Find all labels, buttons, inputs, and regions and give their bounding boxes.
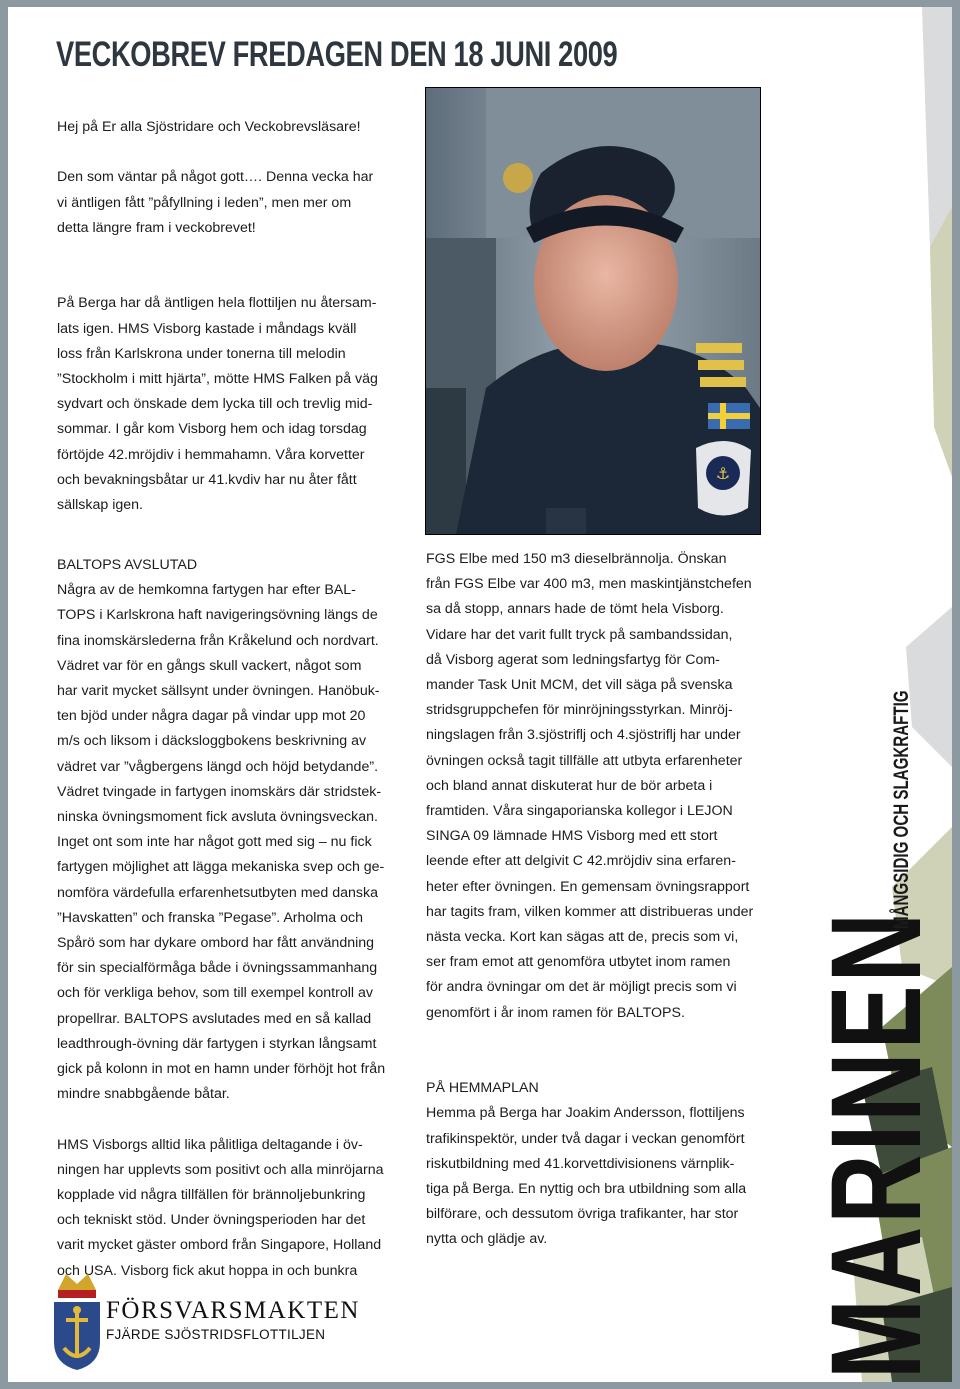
intro-text — [57, 115, 378, 518]
left_column-line: fartygen möjlighet att lägga mekaniska svep och ge- — [57, 859, 385, 876]
intro-line: Hej på Er alla Sjöstridare och Veckobrevsläsare! — [57, 119, 361, 135]
right_column-line: stridsgruppchefen för minröjningsstyrkan. Minröj- — [426, 702, 733, 719]
right_column-line: heter efter övningen. En gemensam övningsrapport — [426, 878, 750, 895]
right_column-line: PÅ HEMMAPLAN — [426, 1080, 539, 1097]
left_column-line: mindre snabbgående båtar. — [57, 1086, 230, 1103]
right_column-line: sa då stopp, annars hade de tömt hela Visborg. — [426, 601, 724, 618]
right_column-line — [426, 1051, 753, 1076]
officer-portrait-image — [426, 88, 760, 534]
right_column-line: från FGS Elbe var 400 m3, men maskintjänstchefen — [426, 576, 752, 593]
right_column-line: ningslagen från 3.sjöstriflj och 4.sjöstriflj har under — [426, 727, 741, 744]
left_column-line: ningen har upplevts som positivt och alla minröjarna — [57, 1161, 384, 1178]
right_column-line: trafikinspektör, under två dagar i veckan genomfört — [426, 1130, 745, 1147]
left_column-line: och för verkliga behov, som till exempel kontroll av — [57, 985, 373, 1002]
brand-slogan: MÅNGSIDIG OCH SLAGKRAFTIG — [890, 690, 913, 929]
left-column-text — [57, 553, 385, 1284]
right_column-line: leende efter att delgivit C 42.mröjdiv sina erfaren- — [426, 853, 736, 870]
left_column-line: ninska övningsmoment fick avsluta övningsveckan. — [57, 809, 378, 826]
left_column-line: fina inomskärslederna från Kråkelund och nordvart. — [57, 632, 379, 649]
right_column-line: riskutbildning med 41.korvettdivisionens värnplik- — [426, 1155, 735, 1172]
left_column-line: TOPS i Karlskrona haft navigeringsövning längs de — [57, 607, 378, 624]
right_column-line: och bland annat diskuterat hur de bör arbeta i — [426, 777, 713, 794]
right_column-line: framtiden. Våra singaporianska kollegor i LEJON — [426, 803, 733, 820]
left_column-line: ten bjöd under några dagar på vindar upp mot 20 — [57, 708, 366, 725]
right_column-line: mander Task Unit MCM, det vill säga på svenska — [426, 677, 733, 694]
intro-line — [57, 140, 378, 165]
intro-line: På Berga har då äntligen hela flottiljen nu återsam- — [57, 295, 377, 312]
intro-line: vi äntligen fått ”påfyllning i leden”, men mer om — [57, 194, 352, 211]
left_column-line: nomföra värdefulla erfarenhetsutbyten med danska — [57, 884, 378, 901]
intro-line: Den som väntar på något gott…. Denna vecka har — [57, 169, 374, 186]
left_column-line: gick på kolonn in mot en hamn under förhöjt hot från — [57, 1061, 386, 1078]
left_column-line: och tekniskt stöd. Under övningsperioden har det — [57, 1212, 366, 1229]
intro-line: sydvart och önskade dem lycka till och trevlig mid- — [57, 396, 373, 413]
right_column-line: för andra övningar om det är möjligt precis som vi — [426, 979, 737, 996]
brand-marinen: MARINEN — [805, 910, 948, 1379]
intro-line: detta längre fram i veckobrevet! — [57, 219, 256, 236]
left_column-line: ”Havskatten” och franska ”Pegase”. Arholma och — [57, 909, 363, 926]
right_column-line: FGS Elbe med 150 m3 dieselbrännolja. Önskan — [426, 551, 727, 567]
intro-line: sommar. I går kom Visborg hem och idag torsdag — [57, 421, 367, 438]
svg-text:⚓: ⚓ — [715, 464, 731, 483]
right_column-line: Vidare har det varit fullt tryck på sambandssidan, — [426, 626, 733, 643]
intro-line: sällskap igen. — [57, 497, 143, 514]
unit-name: FJÄRDE SJÖSTRIDSFLOTTILJEN — [106, 1327, 326, 1342]
right_column-line: nytta och glädje av. — [426, 1231, 548, 1248]
right_column-line: nästa vecka. Kort kan sägas att de, precis som vi, — [426, 929, 739, 946]
right_column-line: ser fram emot att genomföra utbytet inom ramen — [426, 954, 731, 971]
left_column-line: leadthrough-övning där fartygen i styrkan långsamt — [57, 1035, 377, 1052]
left_column-line: kopplade vid några tillfällen för brännoljebunkring — [57, 1187, 366, 1204]
right_column-line: genomfört i år inom ramen för BALTOPS. — [426, 1004, 685, 1021]
left_column-line: Vädret tvingade in fartygen inomskärs där stridstek- — [57, 783, 382, 800]
left_column-line: m/s och liksom i däcksloggbokens beskrivning av — [57, 733, 367, 750]
forsvarsmakten-crest-icon — [48, 1270, 106, 1372]
left_column-line: för sin specialförmåga både i övningssammanhang — [57, 960, 378, 977]
left_column-line: har varit mycket sällsynt under övningen. Hanöbuk- — [57, 683, 380, 700]
org-name: FÖRSVARSMAKTEN — [106, 1297, 360, 1324]
left_column-line: propellrar. BALTOPS avslutades med en så kallad — [57, 1010, 372, 1027]
intro-line: och bevakningsbåtar ur 41.kvdiv har nu åter fått — [57, 471, 357, 488]
right_column-line: Hemma på Berga har Joakim Andersson, flottiljens — [426, 1105, 745, 1122]
left_column-line: varit mycket gäster ombord från Singapore, Holland — [57, 1237, 382, 1254]
left_column-line: HMS Visborgs alltid lika pålitliga deltagande i öv- — [57, 1136, 363, 1153]
intro-line: loss från Karlskrona under tonerna till melodin — [57, 345, 346, 362]
left_column-line: Några av de hemkomna fartygen har efter BAL- — [57, 582, 356, 599]
intro-line — [57, 266, 378, 291]
left_column-line: Inget ont som inte har något gott med sig – nu fick — [57, 834, 372, 851]
right_column-line: då Visborg agerat som ledningsfartyg för Com- — [426, 651, 720, 668]
officer-photo — [425, 87, 761, 535]
right_column-line — [426, 1026, 753, 1051]
right-column-text — [426, 547, 753, 1253]
left_column-line: BALTOPS AVSLUTAD — [57, 557, 198, 573]
intro-line: ”Stockholm i mitt hjärta”, mötte HMS Falken på väg — [57, 371, 378, 388]
right_column-line: tiga på Berga. En nyttig och bra utbildning som alla — [426, 1181, 747, 1198]
right_column-line: SINGA 09 lämnade HMS Visborg med ett stort — [426, 828, 718, 845]
right_column-line: övningen också tagit tillfälle att utbyta erfarenheter — [426, 752, 743, 769]
left_column-line: Vädret var för en gångs skull vackert, något som — [57, 657, 362, 674]
left_column-line: Spårö som har dykare ombord har fått användning — [57, 935, 375, 952]
left_column-line — [57, 1107, 385, 1132]
right_column-line: bilförare, och dessutom övriga trafikanter, har stor — [426, 1206, 739, 1223]
intro-line — [57, 241, 378, 266]
page-title: VECKOBREV FREDAGEN DEN 18 JUNI 2009 — [56, 35, 618, 74]
intro-line: förtöjde 42.mröjdiv i hemmahamn. Våra korvetter — [57, 446, 365, 463]
right_column-line: har tagits fram, vilken kommer att distribueras under — [426, 903, 754, 920]
left_column-line: vädret var ”vågbergens längd och höjd betydande”. — [57, 758, 379, 775]
intro-line: lats igen. HMS Visborg kastade i måndags kväll — [57, 320, 357, 337]
left_column-line: och USA. Visborg fick akut hoppa in och bunkra — [57, 1262, 358, 1279]
newsletter-page — [8, 7, 952, 1382]
